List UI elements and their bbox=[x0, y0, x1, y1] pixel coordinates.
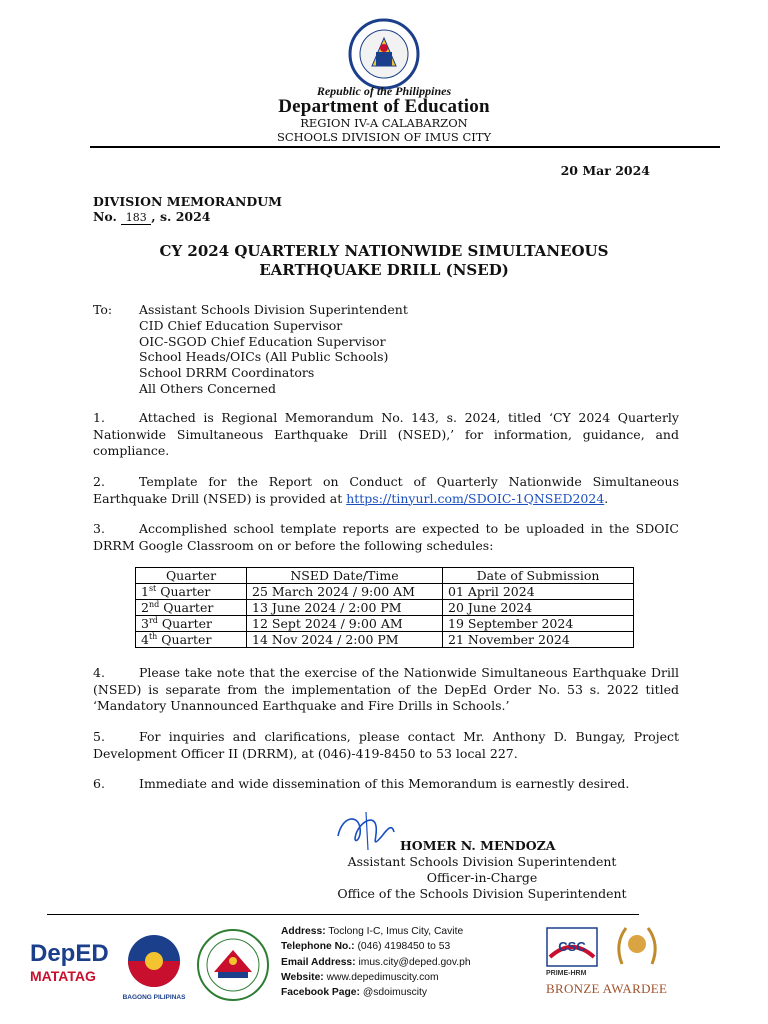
svg-text:CSC: CSC bbox=[558, 939, 586, 954]
recipient: All Others Concerned bbox=[139, 380, 277, 396]
cell-submit: 01 April 2024 bbox=[443, 584, 634, 600]
cell-nsed: 25 March 2024 / 9:00 AM bbox=[247, 584, 443, 600]
bagong-pilipinas-logo: BAGONG PILIPINAS bbox=[118, 932, 190, 1004]
deped-matatag-logo: DepED MATATAG bbox=[30, 940, 109, 984]
recipient: School Heads/OICs (All Public Schools) bbox=[139, 349, 389, 365]
header-rule bbox=[90, 146, 720, 148]
recipient: OIC-SGOD Chief Education Supervisor bbox=[139, 333, 386, 349]
schedule-table bbox=[135, 567, 634, 648]
recipient: Assistant Schools Division Superintendent bbox=[139, 302, 408, 317]
footer-phone: Telephone No.: (046) 4198450 to 53 bbox=[281, 941, 451, 953]
footer-rule bbox=[47, 914, 639, 915]
col-header-nsed: NSED Date/Time bbox=[247, 568, 443, 584]
award-laurel-icon bbox=[612, 924, 662, 968]
cell-quarter: 1st Quarter bbox=[136, 584, 247, 600]
footer-website: Website: www.depedimuscity.com bbox=[281, 971, 439, 983]
memo-title-line1: CY 2024 QUARTERLY NATIONWIDE SIMULTANEOUS bbox=[159, 242, 609, 260]
col-header-submission: Date of Submission bbox=[443, 568, 634, 584]
bagong-pilipinas-emblem-icon bbox=[118, 932, 190, 990]
col-header-quarter: Quarter bbox=[136, 568, 247, 584]
bronze-awardee-label: BRONZE AWARDEE bbox=[546, 981, 668, 996]
deped-seal-logo bbox=[348, 18, 420, 90]
cell-nsed: 12 Sept 2024 / 9:00 AM bbox=[247, 616, 443, 632]
cell-submit: 21 November 2024 bbox=[443, 632, 634, 648]
cell-quarter: 4th Quarter bbox=[136, 632, 247, 648]
csc-emblem-icon bbox=[546, 927, 598, 967]
cell-quarter: 3rd Quarter bbox=[136, 616, 247, 632]
letterhead-department: Department of Education bbox=[278, 96, 490, 117]
sdo-imus-seal-logo bbox=[196, 928, 270, 1002]
letterhead-region: REGION IV-A CALABARZON bbox=[300, 116, 468, 130]
memo-series: , s. 2024 bbox=[151, 209, 211, 224]
prime-hrm-label: PRIME-HRM bbox=[546, 970, 587, 977]
footer-contact bbox=[281, 924, 471, 1000]
paragraph-6: 6. Immediate and wide dissemination of this Memorandum is earnestly desired. bbox=[93, 776, 630, 791]
cell-quarter: 2nd Quarter bbox=[136, 600, 247, 616]
footer-facebook: Facebook Page: @sdoimuscity bbox=[281, 987, 428, 999]
to-label: To: bbox=[93, 302, 113, 317]
cell-nsed: 13 June 2024 / 2:00 PM bbox=[247, 600, 443, 616]
table-row bbox=[136, 600, 634, 616]
signatory-position: Assistant Schools Division Superintendent bbox=[347, 854, 617, 869]
cell-nsed: 14 Nov 2024 / 2:00 PM bbox=[247, 632, 443, 648]
memo-no-prefix: No. bbox=[93, 209, 117, 224]
cell-submit: 19 September 2024 bbox=[443, 616, 634, 632]
letterhead-republic: Republic of the Philippines bbox=[316, 84, 452, 98]
memo-number: 183 bbox=[121, 211, 151, 225]
table-header-row bbox=[136, 568, 634, 584]
table-row bbox=[136, 584, 634, 600]
paragraph-2: 2. Template for the Report on Conduct of Quarterly Nationwide Simultaneous Earthquake Drill (NSED) is provided at https://tinyurl.com/SDOIC-1QNSED2024. bbox=[93, 474, 679, 506]
memo-title-line2: EARTHQUAKE DRILL (NSED) bbox=[259, 261, 509, 279]
signature-image bbox=[330, 806, 400, 856]
paragraph-5: 5. For inquiries and clarifications, please contact Mr. Anthony D. Bungay, Project Development Officer II (DRRM), at (046)-419-8450 to 53 local 227. bbox=[93, 729, 679, 761]
footer-address: Address: Toclong I-C, Imus City, Cavite bbox=[281, 926, 464, 937]
signatory-position: Office of the Schools Division Superintendent bbox=[337, 886, 627, 901]
table-row bbox=[136, 616, 634, 632]
paragraph-1: 1. Attached is Regional Memorandum No. 143, s. 2024, titled ‘CY 2024 Quarterly Nationwide Simultaneous Earthquake Drill (NSED),’ for information, guidance, and compliance. bbox=[93, 410, 679, 458]
cell-submit: 20 June 2024 bbox=[443, 600, 634, 616]
template-link[interactable]: https://tinyurl.com/SDOIC-1QNSED2024 bbox=[346, 490, 605, 506]
letterhead-division: SCHOOLS DIVISION OF IMUS CITY bbox=[276, 130, 492, 144]
memo-number-line bbox=[93, 209, 211, 225]
memo-label: DIVISION MEMORANDUM bbox=[93, 194, 282, 209]
recipient: CID Chief Education Supervisor bbox=[139, 317, 343, 333]
paragraph-3: 3. Accomplished school template reports are expected to be uploaded in the SDOIC DRRM Google Classroom on or before the following schedules: bbox=[93, 521, 679, 553]
recipient-list bbox=[139, 302, 408, 397]
paragraph-4: 4. Please take note that the exercise of the Nationwide Simultaneous Earthquake Drill (NSED) is separate from the implementation of the DepEd Order No. 53 s. 2022 titled ‘Mandatory Unannounced Earthquake and Fire Drills in Schools.’ bbox=[93, 665, 679, 713]
table-row bbox=[136, 632, 634, 648]
memo-date: 20 Mar 2024 bbox=[560, 163, 650, 178]
footer-email: Email Address: imus.city@deped.gov.ph bbox=[281, 956, 471, 968]
signatory-name: HOMER N. MENDOZA bbox=[400, 838, 556, 853]
signatory-position: Officer-in-Charge bbox=[426, 870, 538, 885]
recipient: School DRRM Coordinators bbox=[139, 365, 315, 381]
